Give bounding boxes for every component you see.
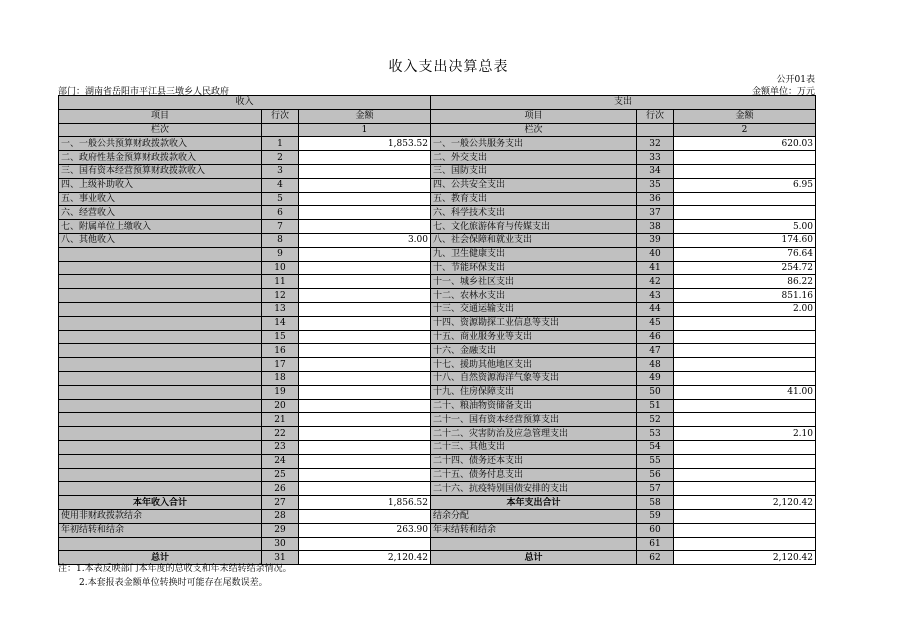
expense-line-cell: 49 <box>637 371 674 385</box>
income-amount-cell <box>299 468 431 482</box>
expense-line-cell: 45 <box>637 316 674 330</box>
table-row <box>59 482 816 496</box>
table-row <box>59 192 816 206</box>
income-line-cell: 3 <box>262 164 299 178</box>
income-amount-header: 金额 <box>299 109 431 123</box>
expense-item-cell: 二十五、债务付息支出 <box>431 468 637 482</box>
expense-item-cell: 二十二、灾害防治及应急管理支出 <box>431 427 637 441</box>
expense-amount-cell: 76.64 <box>674 247 816 261</box>
expense-amount-cell <box>674 440 816 454</box>
income-line-header: 行次 <box>262 109 299 123</box>
expense-amount-cell <box>674 468 816 482</box>
income-amount-cell: 3.00 <box>299 233 431 247</box>
income-item-cell <box>59 440 262 454</box>
table-row <box>59 289 816 303</box>
income-amount-cell <box>299 302 431 316</box>
expense-line-cell: 47 <box>637 344 674 358</box>
income-line-cell: 12 <box>262 289 299 303</box>
income-item-cell <box>59 261 262 275</box>
expense-line-cell: 32 <box>637 137 674 151</box>
expense-item-cell: 一、一般公共服务支出 <box>431 137 637 151</box>
expense-header: 支出 <box>431 96 816 110</box>
income-item-cell: 本年收入合计 <box>59 496 262 510</box>
expense-amount-cell: 6.95 <box>674 178 816 192</box>
expense-amount-cell: 41.00 <box>674 385 816 399</box>
income-line-cell: 7 <box>262 220 299 234</box>
expense-line-cell: 48 <box>637 358 674 372</box>
income-line-cell: 29 <box>262 523 299 537</box>
income-amount-cell <box>299 440 431 454</box>
expense-line-cell: 54 <box>637 440 674 454</box>
table-row <box>59 275 816 289</box>
income-line-cell: 14 <box>262 316 299 330</box>
expense-line-cell: 46 <box>637 330 674 344</box>
expense-item-cell: 九、卫生健康支出 <box>431 247 637 261</box>
expense-amount-cell <box>674 164 816 178</box>
expense-amount-cell <box>674 482 816 496</box>
income-item-cell <box>59 454 262 468</box>
income-line-cell: 25 <box>262 468 299 482</box>
income-item-cell <box>59 468 262 482</box>
expense-amount-cell <box>674 454 816 468</box>
income-item-cell: 三、国有资本经营预算财政拨款收入 <box>59 164 262 178</box>
table-row <box>59 427 816 441</box>
expense-item-cell: 十六、金融支出 <box>431 344 637 358</box>
income-line-cell: 15 <box>262 330 299 344</box>
department-label: 部门：湖南省岳阳市平江县三墩乡人民政府 <box>58 87 230 97</box>
expense-item-cell: 十、节能环保支出 <box>431 261 637 275</box>
income-amount-cell: 1,853.52 <box>299 137 431 151</box>
income-item-cell: 一、一般公共预算财政拨款收入 <box>59 137 262 151</box>
income-item-cell <box>59 399 262 413</box>
expense-line-cell: 43 <box>637 289 674 303</box>
expense-item-cell: 八、社会保障和就业支出 <box>431 233 637 247</box>
footnote-2: 2.本套报表金额单位转换时可能存在尾数误差。 <box>79 578 268 588</box>
expense-line-cell: 40 <box>637 247 674 261</box>
expense-amount-cell <box>674 399 816 413</box>
summary-table <box>58 95 816 565</box>
income-item-cell: 四、上级补助收入 <box>59 178 262 192</box>
income-item-cell: 七、附属单位上缴收入 <box>59 220 262 234</box>
income-amount-cell <box>299 220 431 234</box>
expense-line-cell: 57 <box>637 482 674 496</box>
income-item-cell: 总计 <box>59 551 262 565</box>
income-line-cell: 21 <box>262 413 299 427</box>
income-amount-cell <box>299 413 431 427</box>
income-amount-cell <box>299 385 431 399</box>
expense-item-cell: 十五、商业服务业等支出 <box>431 330 637 344</box>
expense-amount-cell <box>674 358 816 372</box>
income-item-cell <box>59 344 262 358</box>
expense-item-cell: 本年支出合计 <box>431 496 637 510</box>
income-amount-cell <box>299 344 431 358</box>
income-line-cell: 5 <box>262 192 299 206</box>
income-amount-cell <box>299 261 431 275</box>
expense-amount-cell <box>674 192 816 206</box>
expense-line-cell: 36 <box>637 192 674 206</box>
income-line-cell: 24 <box>262 454 299 468</box>
table-body <box>59 137 816 565</box>
income-item-cell: 二、政府性基金预算财政拨款收入 <box>59 151 262 165</box>
table-row <box>59 413 816 427</box>
table-row <box>59 523 816 537</box>
income-amount-cell <box>299 509 431 523</box>
income-item-cell <box>59 482 262 496</box>
income-column-number: 1 <box>299 123 431 137</box>
expense-line-cell: 55 <box>637 454 674 468</box>
income-line-cell: 31 <box>262 551 299 565</box>
expense-amount-cell <box>674 206 816 220</box>
income-amount-cell <box>299 247 431 261</box>
income-item-cell <box>59 427 262 441</box>
expense-item-cell: 六、科学技术支出 <box>431 206 637 220</box>
expense-column-number: 2 <box>674 123 816 137</box>
expense-line-cell: 35 <box>637 178 674 192</box>
income-item-cell: 六、经营收入 <box>59 206 262 220</box>
expense-item-cell: 年末结转和结余 <box>431 523 637 537</box>
expense-amount-cell: 851.16 <box>674 289 816 303</box>
expense-line-cell: 39 <box>637 233 674 247</box>
expense-line-cell: 41 <box>637 261 674 275</box>
income-amount-cell: 1,856.52 <box>299 496 431 510</box>
expense-item-cell: 四、公共安全支出 <box>431 178 637 192</box>
expense-line-cell: 42 <box>637 275 674 289</box>
table-row <box>59 233 816 247</box>
expense-amount-cell <box>674 371 816 385</box>
income-amount-cell <box>299 371 431 385</box>
expense-amount-cell: 2.10 <box>674 427 816 441</box>
income-line-cell: 11 <box>262 275 299 289</box>
table-row <box>59 371 816 385</box>
income-line-cell: 30 <box>262 537 299 551</box>
expense-amount-cell <box>674 509 816 523</box>
income-item-cell <box>59 371 262 385</box>
table-row <box>59 344 816 358</box>
expense-amount-cell: 2,120.42 <box>674 496 816 510</box>
expense-item-cell: 二十、粮油物资储备支出 <box>431 399 637 413</box>
income-line-cell: 19 <box>262 385 299 399</box>
expense-amount-cell: 2.00 <box>674 302 816 316</box>
income-amount-cell <box>299 206 431 220</box>
expense-line-cell: 56 <box>637 468 674 482</box>
expense-line-cell: 44 <box>637 302 674 316</box>
table-row <box>59 316 816 330</box>
income-header: 收入 <box>59 96 431 110</box>
expense-item-cell: 二十一、国有资本经营预算支出 <box>431 413 637 427</box>
income-amount-cell <box>299 482 431 496</box>
income-amount-cell <box>299 399 431 413</box>
income-amount-cell <box>299 427 431 441</box>
expense-item-cell: 七、文化旅游体育与传媒支出 <box>431 220 637 234</box>
income-line-cell: 26 <box>262 482 299 496</box>
table-row <box>59 247 816 261</box>
table-row <box>59 496 816 510</box>
expense-line-cell: 60 <box>637 523 674 537</box>
table-row <box>59 454 816 468</box>
expense-item-cell: 十三、交通运输支出 <box>431 302 637 316</box>
income-item-cell: 年初结转和结余 <box>59 523 262 537</box>
table-row <box>59 537 816 551</box>
table-row <box>59 399 816 413</box>
income-item-cell <box>59 275 262 289</box>
income-item-cell: 使用非财政拨款结余 <box>59 509 262 523</box>
income-amount-cell: 263.90 <box>299 523 431 537</box>
income-item-cell <box>59 413 262 427</box>
income-line-cell: 18 <box>262 371 299 385</box>
expense-item-cell: 总计 <box>431 551 637 565</box>
expense-item-header: 项目 <box>431 109 637 123</box>
income-amount-cell <box>299 151 431 165</box>
income-amount-cell <box>299 192 431 206</box>
expense-amount-cell: 5.00 <box>674 220 816 234</box>
expense-line-cell: 34 <box>637 164 674 178</box>
expense-item-cell: 二、外交支出 <box>431 151 637 165</box>
table-row <box>59 385 816 399</box>
income-item-cell: 五、事业收入 <box>59 192 262 206</box>
expense-amount-cell <box>674 151 816 165</box>
table-row <box>59 509 816 523</box>
income-line-cell: 9 <box>262 247 299 261</box>
table-row <box>59 302 816 316</box>
table-row <box>59 206 816 220</box>
income-line-cell: 22 <box>262 427 299 441</box>
table-row <box>59 468 816 482</box>
expense-item-cell: 十八、自然资源海洋气象等支出 <box>431 371 637 385</box>
expense-item-cell: 二十三、其他支出 <box>431 440 637 454</box>
table-row <box>59 358 816 372</box>
expense-item-cell: 二十四、债务还本支出 <box>431 454 637 468</box>
expense-amount-cell: 174.60 <box>674 233 816 247</box>
table-row <box>59 220 816 234</box>
income-line-cell: 17 <box>262 358 299 372</box>
income-line-cell: 23 <box>262 440 299 454</box>
income-amount-cell <box>299 178 431 192</box>
expense-item-cell: 十九、住房保障支出 <box>431 385 637 399</box>
income-item-cell <box>59 289 262 303</box>
expense-line-cell: 58 <box>637 496 674 510</box>
income-line-cell: 6 <box>262 206 299 220</box>
expense-amount-cell <box>674 316 816 330</box>
income-amount-cell <box>299 454 431 468</box>
expense-item-cell: 二十六、抗疫特别国债安排的支出 <box>431 482 637 496</box>
income-amount-cell: 2,120.42 <box>299 551 431 565</box>
expense-amount-cell <box>674 523 816 537</box>
expense-amount-cell: 2,120.42 <box>674 551 816 565</box>
income-line-cell: 16 <box>262 344 299 358</box>
expense-line-cell: 33 <box>637 151 674 165</box>
table-row <box>59 440 816 454</box>
footnotes <box>58 562 292 590</box>
income-amount-cell <box>299 164 431 178</box>
expense-column-label: 栏次 <box>431 123 637 137</box>
expense-item-cell: 十一、城乡社区支出 <box>431 275 637 289</box>
table-row <box>59 137 816 151</box>
income-line-cell: 10 <box>262 261 299 275</box>
expense-amount-cell: 86.22 <box>674 275 816 289</box>
expense-amount-cell <box>674 537 816 551</box>
table-row <box>59 178 816 192</box>
expense-amount-cell <box>674 413 816 427</box>
expense-amount-header: 金额 <box>674 109 816 123</box>
income-line-cell: 20 <box>262 399 299 413</box>
income-amount-cell <box>299 537 431 551</box>
expense-amount-cell <box>674 330 816 344</box>
expense-item-cell: 十七、援助其他地区支出 <box>431 358 637 372</box>
income-item-cell <box>59 330 262 344</box>
income-item-cell: 八、其他收入 <box>59 233 262 247</box>
expense-line-header: 行次 <box>637 109 674 123</box>
income-line-cell: 13 <box>262 302 299 316</box>
expense-line-cell: 62 <box>637 551 674 565</box>
expense-amount-cell: 620.03 <box>674 137 816 151</box>
expense-item-cell: 十四、资源勘探工业信息等支出 <box>431 316 637 330</box>
income-amount-cell <box>299 330 431 344</box>
expense-item-cell <box>431 537 637 551</box>
income-amount-cell <box>299 316 431 330</box>
income-line-cell: 8 <box>262 233 299 247</box>
income-item-cell <box>59 247 262 261</box>
expense-line-cell: 53 <box>637 427 674 441</box>
unit-label: 金额单位：万元 <box>751 87 815 97</box>
expense-line-cell: 59 <box>637 509 674 523</box>
table-row <box>59 330 816 344</box>
expense-item-cell: 十二、农林水支出 <box>431 289 637 303</box>
expense-line-cell: 52 <box>637 413 674 427</box>
report-code: 公开01表 <box>776 75 815 85</box>
footnote-1: 注：1.本表反映部门本年度的总收支和年末结转结余情况。 <box>58 564 292 574</box>
expense-line-cell: 51 <box>637 399 674 413</box>
expense-line-cell: 50 <box>637 385 674 399</box>
expense-amount-cell: 254.72 <box>674 261 816 275</box>
income-line-cell: 2 <box>262 151 299 165</box>
income-column-line <box>262 123 299 137</box>
income-column-label: 栏次 <box>59 123 262 137</box>
income-line-cell: 28 <box>262 509 299 523</box>
expense-amount-cell <box>674 344 816 358</box>
table-row <box>59 151 816 165</box>
expense-item-cell: 五、教育支出 <box>431 192 637 206</box>
income-item-cell <box>59 537 262 551</box>
income-item-cell <box>59 358 262 372</box>
expense-line-cell: 37 <box>637 206 674 220</box>
income-amount-cell <box>299 358 431 372</box>
income-item-header: 项目 <box>59 109 262 123</box>
expense-item-cell: 结余分配 <box>431 509 637 523</box>
income-line-cell: 4 <box>262 178 299 192</box>
expense-line-cell: 61 <box>637 537 674 551</box>
table-row <box>59 261 816 275</box>
income-item-cell <box>59 385 262 399</box>
income-line-cell: 1 <box>262 137 299 151</box>
expense-item-cell: 三、国防支出 <box>431 164 637 178</box>
income-line-cell: 27 <box>262 496 299 510</box>
income-item-cell <box>59 316 262 330</box>
income-item-cell <box>59 302 262 316</box>
income-amount-cell <box>299 289 431 303</box>
table-row <box>59 164 816 178</box>
expense-column-line <box>637 123 674 137</box>
report-title: 收入支出决算总表 <box>388 59 509 75</box>
income-amount-cell <box>299 275 431 289</box>
expense-line-cell: 38 <box>637 220 674 234</box>
